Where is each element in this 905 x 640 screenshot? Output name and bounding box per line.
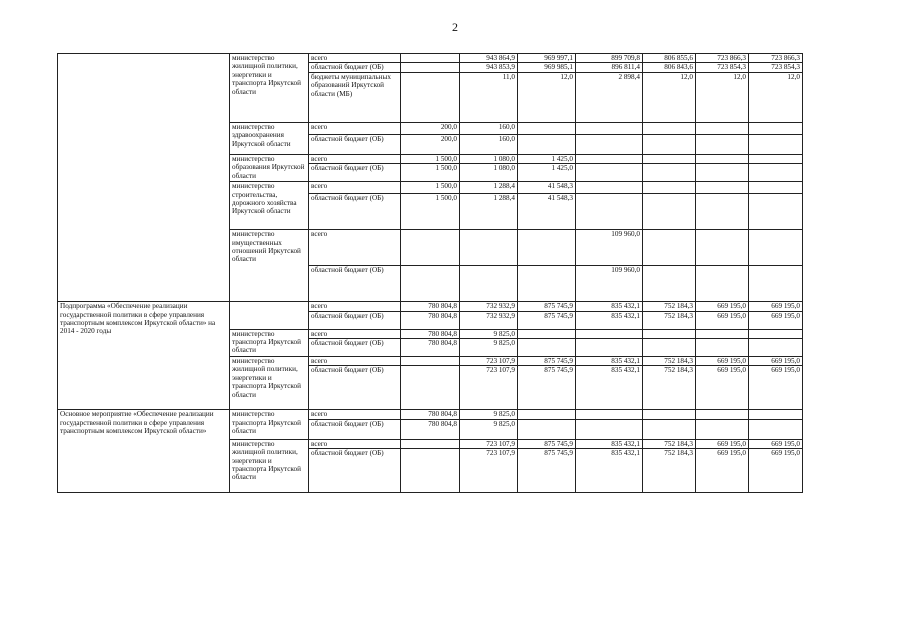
value-cell <box>576 134 643 154</box>
value-cell: 752 184,3 <box>643 311 696 329</box>
value-cell: 732 932,9 <box>460 302 518 311</box>
source-cell: всего <box>309 122 401 134</box>
value-cell <box>643 194 696 230</box>
source-cell: всего <box>309 302 401 311</box>
value-cell: 723 854,3 <box>749 63 803 72</box>
executor-cell: министерство транспорта Иркутской области <box>230 410 309 439</box>
value-cell: 806 855,6 <box>643 54 696 63</box>
value-cell: 2 898,4 <box>576 72 643 122</box>
value-cell <box>749 134 803 154</box>
value-cell: 780 804,8 <box>401 339 460 357</box>
value-cell <box>460 230 518 266</box>
source-cell: всего <box>309 329 401 338</box>
executor-cell: министерство жилищной политики, энергетики и транспорта Иркутской области <box>230 54 309 123</box>
value-cell <box>576 182 643 194</box>
source-cell: областной бюджет (ОБ) <box>309 194 401 230</box>
value-cell <box>749 164 803 182</box>
value-cell: 1 425,0 <box>518 164 576 182</box>
value-cell: 835 432,1 <box>576 357 643 366</box>
value-cell <box>643 419 696 439</box>
source-cell: областной бюджет (ОБ) <box>309 449 401 493</box>
value-cell: 752 184,3 <box>643 357 696 366</box>
value-cell: 1 288,4 <box>460 194 518 230</box>
source-cell: областной бюджет (ОБ) <box>309 311 401 329</box>
subprogram-cell: Подпрограмма «Обеспечение реализации государственной политики в сфере управления транспортным комплексом Иркутской области» на 2014 - 2020 годы <box>58 302 230 410</box>
executor-cell: министерство образования Иркутской области <box>230 154 309 181</box>
value-cell: 12,0 <box>643 72 696 122</box>
source-cell: всего <box>309 54 401 63</box>
value-cell <box>696 134 749 154</box>
value-cell: 835 432,1 <box>576 439 643 448</box>
value-cell: 806 843,6 <box>643 63 696 72</box>
value-cell <box>696 122 749 134</box>
value-cell <box>749 339 803 357</box>
value-cell <box>401 366 460 410</box>
value-cell: 41 548,3 <box>518 194 576 230</box>
page-number: 2 <box>452 20 458 34</box>
value-cell <box>696 230 749 266</box>
value-cell: 752 184,3 <box>643 302 696 311</box>
value-cell: 1 500,0 <box>401 194 460 230</box>
value-cell <box>576 194 643 230</box>
value-cell: 896 811,4 <box>576 63 643 72</box>
value-cell: 752 184,3 <box>643 439 696 448</box>
value-cell <box>749 230 803 266</box>
value-cell <box>401 439 460 448</box>
value-cell: 669 195,0 <box>749 439 803 448</box>
source-cell: областной бюджет (ОБ) <box>309 63 401 72</box>
value-cell <box>749 182 803 194</box>
value-cell: 200,0 <box>401 134 460 154</box>
value-cell: 1 080,0 <box>460 154 518 163</box>
value-cell: 669 195,0 <box>696 366 749 410</box>
value-cell: 160,0 <box>460 122 518 134</box>
executor-cell: министерство имущественных отношений Иркутской области <box>230 230 309 302</box>
value-cell <box>749 266 803 302</box>
value-cell <box>696 154 749 163</box>
value-cell <box>643 339 696 357</box>
value-cell <box>401 266 460 302</box>
value-cell: 752 184,3 <box>643 449 696 493</box>
value-cell: 723 107,9 <box>460 366 518 410</box>
value-cell <box>576 329 643 338</box>
value-cell: 669 195,0 <box>749 311 803 329</box>
value-cell <box>749 419 803 439</box>
value-cell: 200,0 <box>401 122 460 134</box>
value-cell: 899 709,8 <box>576 54 643 63</box>
value-cell <box>401 54 460 63</box>
value-cell: 969 985,1 <box>518 63 576 72</box>
source-cell: всего <box>309 154 401 163</box>
source-cell: областной бюджет (ОБ) <box>309 164 401 182</box>
value-cell: 669 195,0 <box>696 439 749 448</box>
value-cell: 732 932,9 <box>460 311 518 329</box>
value-cell <box>696 182 749 194</box>
value-cell: 875 745,9 <box>518 357 576 366</box>
value-cell: 11,0 <box>460 72 518 122</box>
value-cell: 109 960,0 <box>576 230 643 266</box>
executor-cell <box>230 302 309 329</box>
value-cell: 835 432,1 <box>576 311 643 329</box>
value-cell: 669 195,0 <box>696 311 749 329</box>
value-cell: 1 080,0 <box>460 164 518 182</box>
value-cell <box>576 339 643 357</box>
value-cell: 723 866,3 <box>749 54 803 63</box>
value-cell <box>518 410 576 419</box>
value-cell: 1 288,4 <box>460 182 518 194</box>
table-row <box>58 302 803 311</box>
value-cell: 875 745,9 <box>518 449 576 493</box>
value-cell: 12,0 <box>696 72 749 122</box>
value-cell: 669 195,0 <box>749 366 803 410</box>
value-cell: 780 804,8 <box>401 329 460 338</box>
value-cell <box>696 410 749 419</box>
executor-cell: министерство жилищной политики, энергетики и транспорта Иркутской области <box>230 439 309 492</box>
value-cell: 943 864,9 <box>460 54 518 63</box>
value-cell <box>749 194 803 230</box>
program-cell <box>58 54 230 302</box>
source-cell: областной бюджет (ОБ) <box>309 339 401 357</box>
value-cell <box>460 266 518 302</box>
value-cell: 780 804,8 <box>401 302 460 311</box>
value-cell <box>643 230 696 266</box>
source-cell: всего <box>309 182 401 194</box>
value-cell: 875 745,9 <box>518 302 576 311</box>
value-cell: 41 548,3 <box>518 182 576 194</box>
source-cell: областной бюджет (ОБ) <box>309 266 401 302</box>
value-cell: 723 854,3 <box>696 63 749 72</box>
budget-table-body <box>58 54 803 493</box>
value-cell: 669 195,0 <box>749 302 803 311</box>
value-cell: 9 825,0 <box>460 419 518 439</box>
value-cell: 1 500,0 <box>401 154 460 163</box>
value-cell <box>696 266 749 302</box>
value-cell <box>749 122 803 134</box>
value-cell <box>696 164 749 182</box>
value-cell: 780 804,8 <box>401 419 460 439</box>
executor-cell: министерство здравоохранения Иркутской области <box>230 122 309 154</box>
value-cell <box>749 329 803 338</box>
value-cell <box>643 122 696 134</box>
value-cell: 669 195,0 <box>749 357 803 366</box>
value-cell <box>643 134 696 154</box>
value-cell: 1 500,0 <box>401 164 460 182</box>
value-cell <box>643 266 696 302</box>
value-cell: 9 825,0 <box>460 410 518 419</box>
source-cell: всего <box>309 357 401 366</box>
value-cell <box>576 122 643 134</box>
value-cell <box>576 164 643 182</box>
value-cell: 875 745,9 <box>518 366 576 410</box>
source-cell: областной бюджет (ОБ) <box>309 134 401 154</box>
value-cell: 752 184,3 <box>643 366 696 410</box>
value-cell: 669 195,0 <box>696 449 749 493</box>
value-cell <box>643 164 696 182</box>
value-cell: 943 853,9 <box>460 63 518 72</box>
value-cell <box>643 154 696 163</box>
value-cell: 723 107,9 <box>460 357 518 366</box>
value-cell: 780 804,8 <box>401 311 460 329</box>
executor-cell: министерство строительства, дорожного хозяйства Иркутской области <box>230 182 309 230</box>
value-cell: 723 107,9 <box>460 439 518 448</box>
value-cell: 669 195,0 <box>749 449 803 493</box>
source-cell: областной бюджет (ОБ) <box>309 366 401 410</box>
table-row <box>58 410 803 419</box>
value-cell: 969 997,1 <box>518 54 576 63</box>
value-cell <box>643 410 696 419</box>
value-cell: 9 825,0 <box>460 329 518 338</box>
value-cell <box>518 122 576 134</box>
value-cell <box>401 63 460 72</box>
value-cell <box>576 410 643 419</box>
value-cell: 669 195,0 <box>696 357 749 366</box>
value-cell: 1 425,0 <box>518 154 576 163</box>
budget-table <box>57 53 803 493</box>
table-row <box>58 54 803 63</box>
value-cell: 12,0 <box>518 72 576 122</box>
value-cell <box>518 419 576 439</box>
source-cell: всего <box>309 439 401 448</box>
value-cell: 723 107,9 <box>460 449 518 493</box>
value-cell: 835 432,1 <box>576 366 643 410</box>
value-cell: 835 432,1 <box>576 302 643 311</box>
value-cell <box>749 154 803 163</box>
value-cell: 875 745,9 <box>518 311 576 329</box>
value-cell: 109 960,0 <box>576 266 643 302</box>
value-cell <box>401 230 460 266</box>
value-cell: 9 825,0 <box>460 339 518 357</box>
source-cell: всего <box>309 230 401 266</box>
value-cell <box>643 182 696 194</box>
value-cell: 723 866,3 <box>696 54 749 63</box>
value-cell: 669 195,0 <box>696 302 749 311</box>
value-cell: 160,0 <box>460 134 518 154</box>
main-activity-cell: Основное мероприятие «Обеспечение реализации государственной политики в сфере управления транспортным комплексом Иркутской области» <box>58 410 230 493</box>
value-cell <box>749 410 803 419</box>
source-cell: бюджеты муниципальных образований Иркутской области (МБ) <box>309 72 401 122</box>
value-cell <box>696 329 749 338</box>
value-cell <box>401 72 460 122</box>
value-cell <box>696 194 749 230</box>
value-cell <box>518 266 576 302</box>
executor-cell: министерство жилищной политики, энергетики и транспорта Иркутской области <box>230 357 309 410</box>
value-cell: 1 500,0 <box>401 182 460 194</box>
value-cell <box>576 419 643 439</box>
value-cell <box>696 419 749 439</box>
source-cell: всего <box>309 410 401 419</box>
value-cell: 835 432,1 <box>576 449 643 493</box>
value-cell <box>518 329 576 338</box>
value-cell: 12,0 <box>749 72 803 122</box>
value-cell <box>518 230 576 266</box>
value-cell <box>401 449 460 493</box>
source-cell: областной бюджет (ОБ) <box>309 419 401 439</box>
value-cell <box>576 154 643 163</box>
value-cell <box>401 357 460 366</box>
value-cell <box>643 329 696 338</box>
executor-cell: министерство транспорта Иркутской области <box>230 329 309 356</box>
value-cell <box>518 134 576 154</box>
value-cell: 780 804,8 <box>401 410 460 419</box>
value-cell <box>518 339 576 357</box>
value-cell: 875 745,9 <box>518 439 576 448</box>
value-cell <box>696 339 749 357</box>
